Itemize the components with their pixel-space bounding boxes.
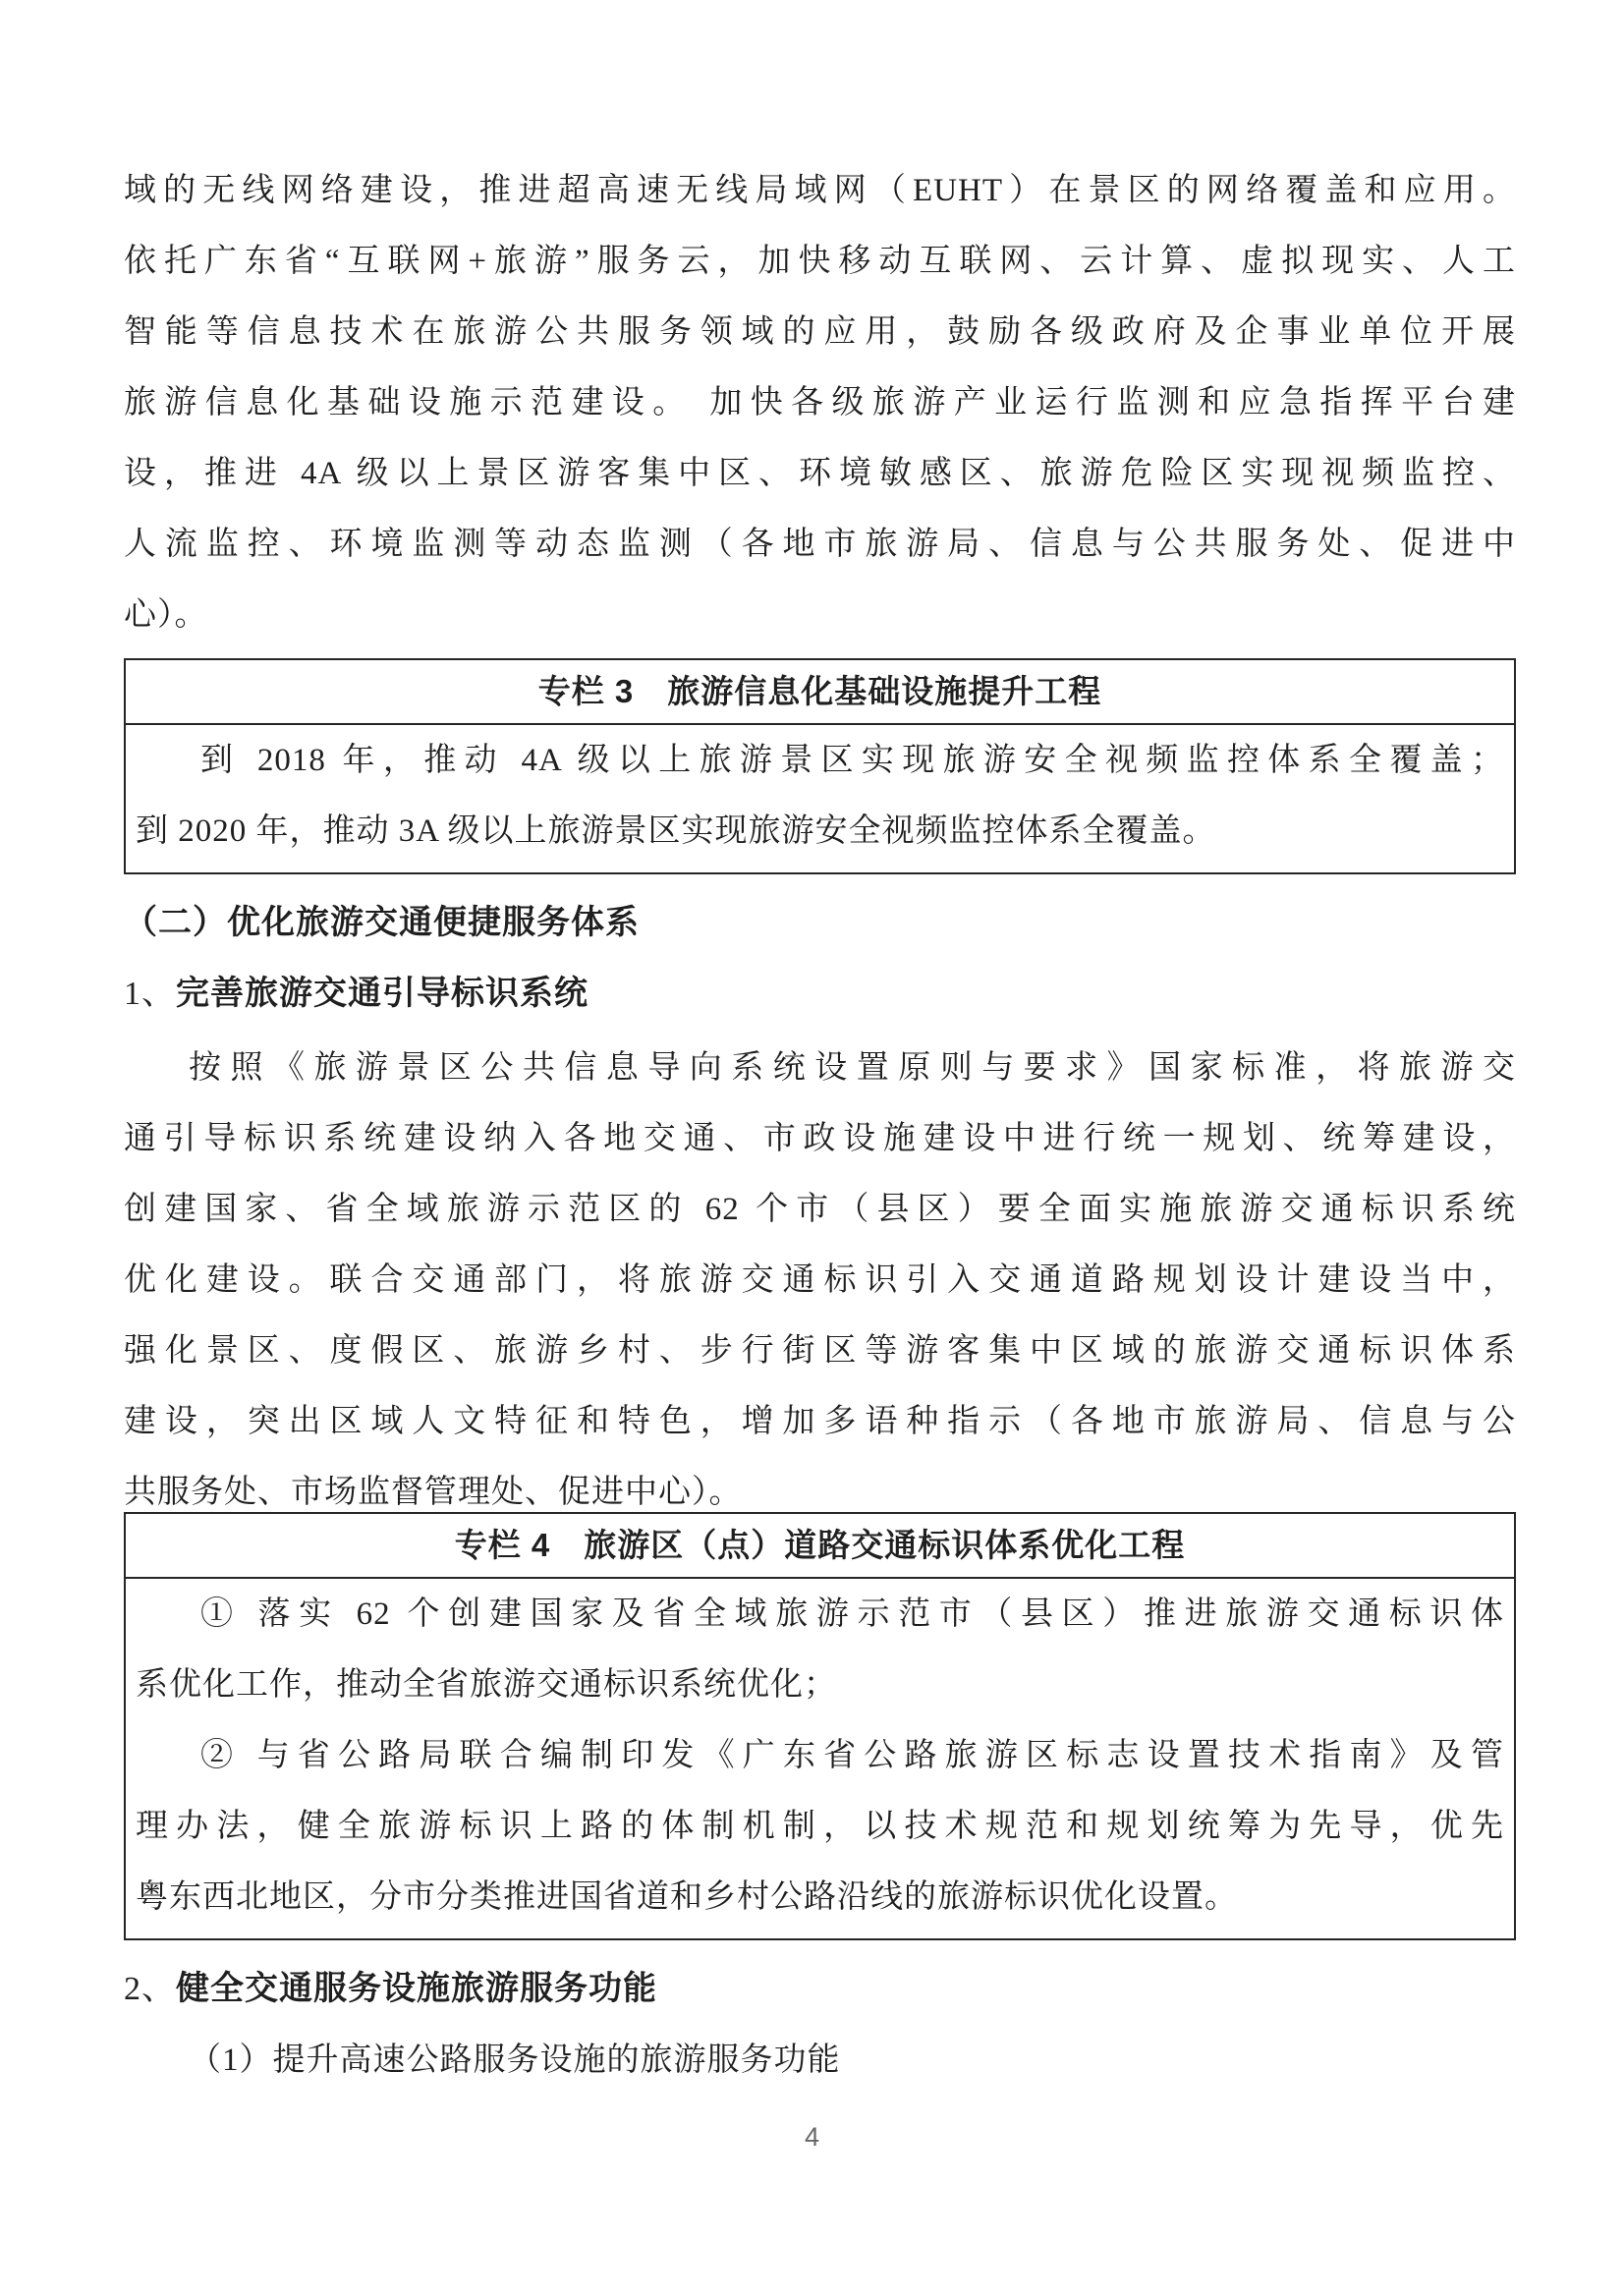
panel-line: 到 2020 年，推动 3A 级以上旅游景区实现旅游安全视频监控体系全覆盖。 — [136, 813, 1216, 849]
body-line: 智能等信息技术在旅游公共服务领域的应用，鼓励各级政府及企事业单位开展 — [124, 314, 1516, 350]
body-line: 依托广东省“互联网+旅游”服务云，加快移动互联网、云计算、虚拟现实、人工 — [124, 244, 1516, 279]
heading-section-2: （二）优化旅游交通便捷服务体系 — [124, 904, 640, 941]
body-line: 创建国家、省全域旅游示范区的 62 个市（县区）要全面实施旅游交通标识系统 — [124, 1192, 1516, 1227]
heading-item-1-number: 1、 — [124, 976, 176, 1012]
heading-item-2-number: 2、 — [124, 1971, 176, 2007]
body-line: 按照《旅游景区公共信息导向系统设置原则与要求》国家标准，将旅游交 — [189, 1050, 1516, 1086]
heading-item-2 — [124, 1956, 1516, 2022]
panel-column-4-body — [126, 1579, 1514, 1938]
page-number: 4 — [804, 2122, 820, 2152]
body-line: 旅游信息化基础设施示范建设。 加快各级旅游产业运行监测和应急指挥平台建 — [124, 385, 1516, 420]
sub-item-1: （1）提升高速公路服务设施的旅游服务功能 — [189, 2043, 841, 2078]
body-line: 域的无线网络建设，推进超高速无线局域网（EUHT）在景区的网络覆盖和应用。 — [124, 173, 1516, 208]
panel-line: 系优化工作，推动全省旅游交通标识系统优化； — [136, 1667, 837, 1703]
body-line: 人流监控、环境监测等动态监测（各地市旅游局、信息与公共服务处、促进中 — [124, 527, 1516, 562]
panel-line: ① 落实 62 个创建国家及省全域旅游示范市（县区）推进旅游交通标识体 — [200, 1596, 1504, 1632]
panel-line: ② 与省公路局联合编制印发《广东省公路旅游区标志设置技术指南》及管 — [200, 1738, 1504, 1773]
panel-line: 粤东西北地区，分市分类推进国省道和乡村公路沿线的旅游标识优化设置。 — [136, 1879, 1238, 1915]
heading-item-2-label: 健全交通服务设施旅游服务功能 — [176, 1970, 657, 2007]
panel-column-4-title: 专栏 4 旅游区（点）道路交通标识体系优化工程 — [126, 1514, 1514, 1579]
body-line: 设，推进 4A 级以上景区游客集中区、环境敏感区、旅游危险区实现视频监控、 — [124, 456, 1516, 491]
heading-item-1-label: 完善旅游交通引导标识系统 — [176, 975, 588, 1012]
body-line: 优化建设。联合交通部门，将旅游交通标识引入交通道路规划设计建设当中， — [124, 1262, 1516, 1298]
panel-column-3-title: 专栏 3 旅游信息化基础设施提升工程 — [126, 660, 1514, 725]
body-line: 共服务处、市场监督管理处、促进中心）。 — [124, 1475, 743, 1510]
page-content — [124, 155, 1516, 2093]
body-line: 建设，突出区域人文特征和特色，增加多语种指示（各地市旅游局、信息与公 — [124, 1404, 1516, 1439]
paragraph-traffic-signage — [124, 1033, 1516, 1528]
panel-column-4 — [124, 1512, 1516, 1940]
panel-line: 理办法，健全旅游标识上路的体制机制，以技术规范和规划统筹为先导，优先 — [136, 1809, 1504, 1844]
heading-item-1 — [124, 961, 1516, 1027]
body-line: 通引导标识系统建设纳入各地交通、市政设施建设中进行统一规划、统筹建设， — [124, 1121, 1516, 1156]
panel-column-3-body — [126, 725, 1514, 872]
panel-line: 到 2018 年，推动 4A 级以上旅游景区实现旅游安全视频监控体系全覆盖； — [200, 743, 1504, 778]
paragraph-wireless-network — [124, 155, 1516, 650]
panel-column-3 — [124, 658, 1516, 874]
body-line: 强化景区、度假区、旅游乡村、步行街区等游客集中区域的旅游交通标识体系 — [124, 1333, 1516, 1369]
body-line: 心）。 — [124, 597, 208, 633]
